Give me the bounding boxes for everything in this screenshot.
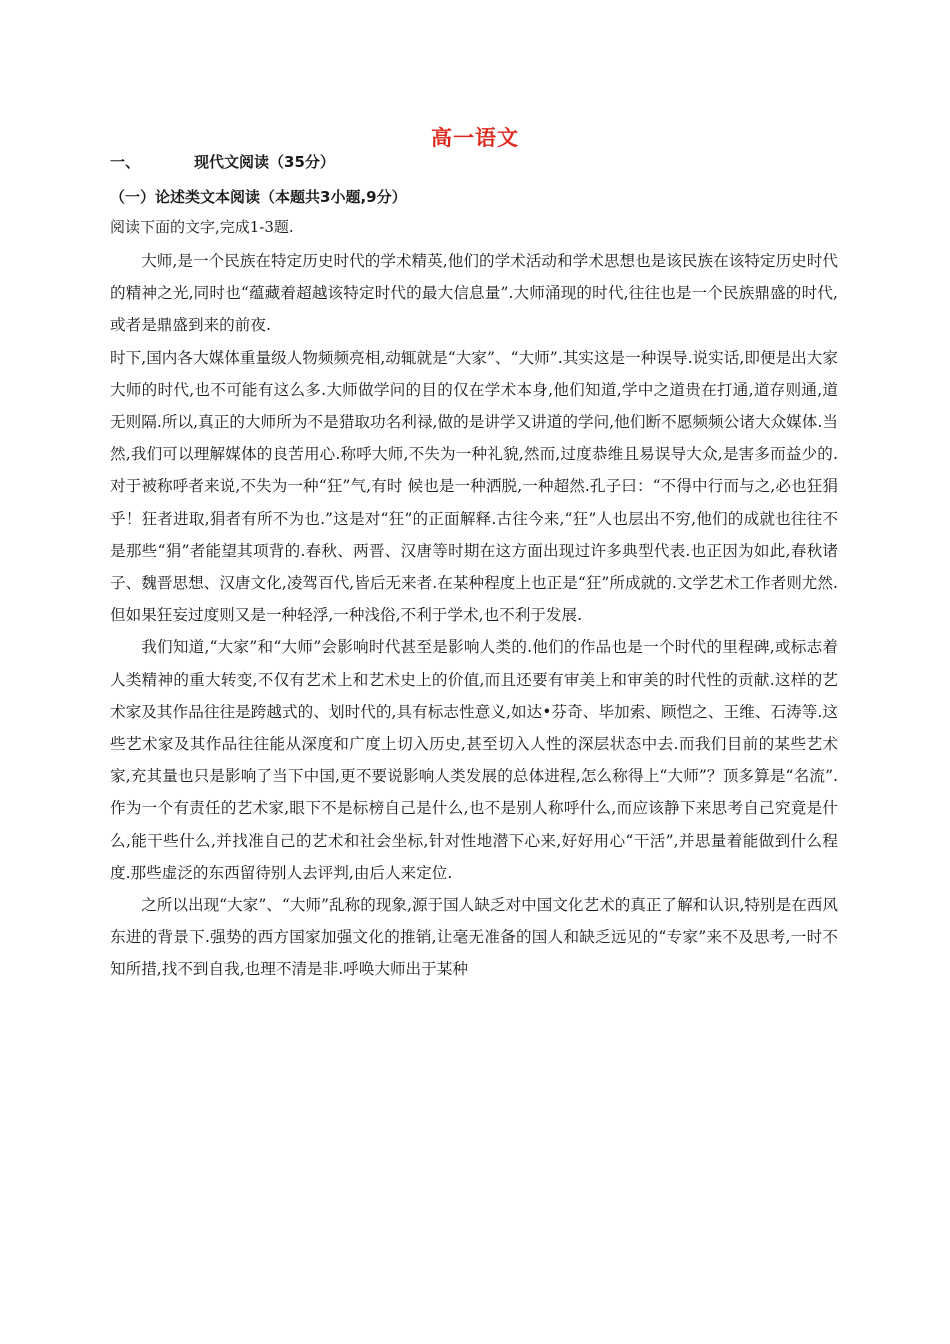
passage-paragraph-4: 之所以出现“大家”、“大师”乱称的现象,源于国人缺乏对中国文化艺术的真正了解和认识,特别是在西风东进的背景下.强势的西方国家加强文化的推销,让毫无准备的国人和缺乏远见的“专家”来不及思考,一时不知所措,找不到自我,也理不清是非.呼唤大师出于某种 (110, 896, 838, 979)
section-label: 现代文阅读（35分） (194, 153, 335, 171)
section-number: 一、 (110, 153, 141, 171)
passage-paragraph-2: 时下,国内各大媒体重量级人物频频亮相,动辄就是“大家”、“大师”.其实这是一种误导.说实话,即便是出大家大师的时代,也不可能有这么多.大师做学问的目的仅在学术本身,他们知道,学中之道贵在打通,道存则通,道无则隔.所以,真正的大师所为不是猎取功名利禄,做的是讲学又讲道的学问,他们断不愿频频公诸大众媒体.当然,我们可以理解媒体的良苦用心.称呼大师,不失为一种礼貌,然而,过度恭维且易误导大众,是害多而益少的.对于被称呼者来说,不失为一种“狂”气,有时 候也是一种洒脱,一种超然.孔子曰：“不得中行而与之,必也狂狷乎！狂者进取,狷者有所不为也.”这是对“狂”的正面解释.古往今来,“狂”人也层出不穷,他们的成就也往往不是那些“狷”者能望其项背的.春秋、两晋、汉唐等时期在这方面出现过许多典型代表.也正因为如此,春秋诸子、魏晋思想、汉唐文化,凌驾百代,皆后无来者.在某种程度上也正是“狂”所成就的.文学艺术工作者则尤然.但如果狂妄过度则又是一种轻浮,一种浅俗,不利于学术,也不利于发展. (110, 348, 838, 625)
document-title: 高一语文 (431, 126, 519, 150)
subsection-heading: （一）论述类文本阅读（本题共3小题,9分） (110, 188, 407, 206)
passage-body (110, 245, 838, 986)
passage-paragraph-3: 我们知道,“大家”和“大师”会影响时代甚至是影响人类的.他们的作品也是一个时代的里程碑,或标志着人类精神的重大转变,不仅有艺术上和艺术史上的价值,而且还要有审美上和审美的时代性的贡献.这样的艺术家及其作品往往是跨越式的、划时代的,具有标志性意义,如达•芬奇、毕加索、顾恺之、王维、石涛等.这些艺术家及其作品往往能从深度和广度上切入历史,甚至切入人性的深层状态中去.而我们目前的某些艺术家,充其量也只是影响了当下中国,更不要说影响人类发展的总体进程,怎么称得上“大师”？顶多算是“名流”.作为一个有责任的艺术家,眼下不是标榜自己是什么,也不是别人称呼什么,而应该静下来思考自己究竟是什么,能干些什么,并找准自己的艺术和社会坐标,针对性地潜下心来,好好用心“干活”,并思量着能做到什么程度.那些虚泛的东西留待别人去评判,由后人来定位. (110, 638, 838, 882)
reading-instruction: 阅读下面的文字,完成1-3题. (110, 218, 294, 236)
passage-paragraph-1: 大师,是一个民族在特定历史时代的学术精英,他们的学术活动和学术思想也是该民族在该特定历史时代的精神之光,同时也“蕴藏着超越该特定时代的最大信息量”.大师涌现的时代,往往也是一个民族鼎盛的时代,或者是鼎盛到来的前夜. (110, 252, 838, 335)
section-heading (110, 151, 335, 172)
